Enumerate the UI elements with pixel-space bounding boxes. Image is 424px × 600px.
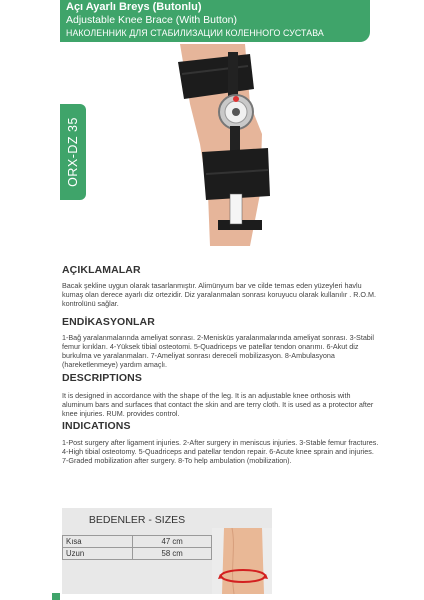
leg-measurement-illustration: [212, 528, 272, 594]
heading-endikasyonlar: ENDİKASYONLAR: [62, 316, 155, 328]
size-value: 47 cm: [133, 536, 212, 548]
title-banner: [60, 0, 370, 42]
table-row: [63, 536, 212, 548]
size-rows: [62, 535, 212, 560]
knee-brace-photo: [150, 44, 280, 246]
heading-descriptions: DESCRIPTIONS: [62, 372, 142, 384]
title-turkish: Açı Ayarlı Breys (Butonlu): [66, 1, 202, 13]
size-table-title: BEDENLER - SIZES: [88, 514, 186, 526]
heading-aciklamalar: AÇIKLAMALAR: [62, 264, 141, 276]
table-row: [63, 548, 212, 560]
size-label: Kısa: [63, 536, 133, 548]
text-aciklamalar: Bacak şekline uygun olarak tasarlanmıştır. Alimünyum bar ve cilde temas eden yüzeyleri havlu kumaş olan derece ayarlı diz ortezidir. Diz yaralanmalan sonrası koruyucu olarak kullanılır . R.O.M. kontrolünü sağlar.: [62, 281, 376, 308]
size-label: Uzun: [63, 548, 133, 560]
product-code: ORX-DZ 35: [66, 117, 80, 187]
title-english: Adjustable Knee Brace (With Button): [66, 14, 238, 26]
size-value: 58 cm: [133, 548, 212, 560]
corner-accent: [52, 593, 60, 600]
text-descriptions: It is designed in accordance with the shape of the leg. It is an adjustable knee orthosis with aluminum bars and surfaces that contact the skin and are terry cloth. It is used as a protector after knee injuries. RUM. provides control.: [62, 391, 374, 418]
text-indications: 1-Post surgery after ligament injuries. 2-After surgery in meniscus injuries. 3-Stable femur fractures. 4-High tibial osteotomy. 5-Quadriceps and patellar tendon repair. 6-Acute knee sprain and injuries. 7-Graded mobilization after surgery. 8-To help ambulation (mobilization).: [62, 438, 379, 465]
text-endikasyonlar: 1-Bağ yaralanmalarında ameliyat sonrası. 2-Menisküs yaralanmalarında ameliyat sonrası. 3-Stabil femur kırıkları. 4-Yüksek tibial osteotomi. 5-Quadriceps ve patellar tendon onarımı. 6-Akut diz burkulma ve yaralanmaları. 7-Ameliyat sonrası dereceli mobilizasyon. 8-Ambulasyona (hareketlenmeye) yardım amaçlı.: [62, 333, 375, 369]
product-code-tab: [60, 104, 86, 200]
heading-indications: INDICATIONS: [62, 420, 131, 432]
size-table: [62, 508, 272, 594]
title-russian: НАКОЛЕННИК ДЛЯ СТАБИЛИЗАЦИИ КОЛЕННОГО СУСТАВА: [66, 28, 324, 38]
